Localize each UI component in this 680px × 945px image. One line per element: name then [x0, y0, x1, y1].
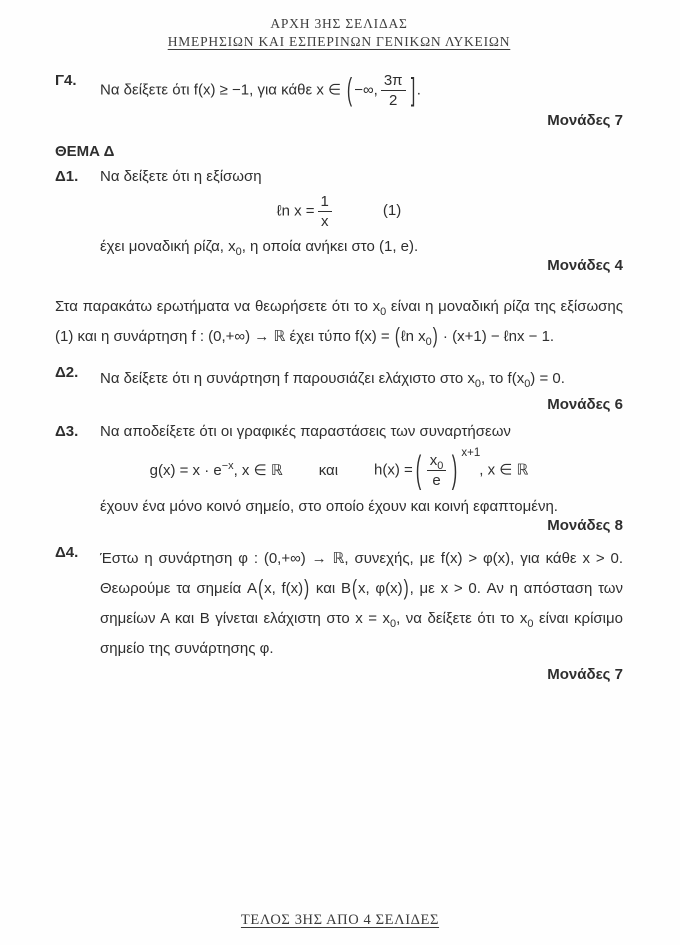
question-g4-text: [100, 72, 623, 110]
exponent: x+1: [461, 446, 481, 459]
points-d1: Μονάδες 4: [547, 257, 623, 274]
question-g4-label: Γ4.: [55, 72, 77, 89]
open-paren: (: [347, 72, 353, 109]
equation-1-lhs: ℓn x =: [276, 202, 315, 220]
theme-d-heading: ΘΕΜΑ Δ: [55, 142, 115, 160]
fraction-numerator: 1: [318, 193, 332, 212]
points-d3: Μονάδες 8: [547, 516, 623, 534]
equation-h-tail: , x ∈ ℝ: [479, 461, 529, 479]
footer-text: ΤΕΛΟΣ 3ΗΣ ΑΠΟ 4 ΣΕΛΙΔΕΣ: [240, 912, 440, 928]
question-d2: [55, 364, 623, 394]
points-g4: Μονάδες 7: [547, 111, 623, 129]
points-d4: Μονάδες 7: [547, 665, 623, 683]
fraction-denominator: e: [432, 472, 441, 490]
d3-tangent-statement: έχουν ένα μόνο κοινό σημείο, στο οποίο έχουν και κοινή εφαπτομένη.: [100, 497, 558, 515]
d1-root-statement: έχει μοναδική ρίζα, $x_0$, η οποία ανήκει στο (1, e).: [100, 238, 419, 258]
equation-separator: και: [318, 461, 339, 479]
question-g4: [55, 72, 623, 110]
question-g4-runs: Να δείξετε ότι f(x) ≥ −1, για κάθε x ∈: [100, 81, 346, 99]
close-bracket: ]: [410, 72, 415, 109]
equation-h-lead: h(x) =: [374, 461, 413, 479]
close-paren: ): [452, 449, 458, 493]
points-d2: Μονάδες 6: [547, 396, 623, 414]
question-d1-text: Να δείξετε ότι η εξίσωση: [100, 167, 262, 185]
equation-1-tag: (1): [382, 202, 402, 220]
fraction-numerator: 3π: [381, 72, 406, 91]
question-d1-label: Δ1.: [55, 167, 79, 185]
period: .: [416, 81, 421, 99]
question-d3: [55, 423, 623, 440]
equation-gh: [55, 446, 623, 493]
fraction-denominator: 2: [389, 92, 398, 110]
equation-g: $g(x) = x \cdot e^{-x}$, x ∈ ℝ: [149, 459, 283, 479]
question-d4: [55, 544, 623, 664]
interval-left: −∞,: [354, 81, 378, 99]
question-d3-label: Δ3.: [55, 423, 79, 441]
question-d2-text: Να δείξετε ότι η συνάρτηση f παρουσιάζει ελάχιστο στο $x_0$, το $f(x_0) = 0$.: [100, 370, 565, 391]
header-line1: ΑΡΧΗ 3ΗΣ ΣΕΛΙΔΑΣ: [270, 16, 408, 31]
question-d3-text: Να αποδείξετε ότι οι γραφικές παραστάσεις των συναρτήσεων: [100, 423, 511, 441]
equation-1: [55, 193, 623, 231]
fraction-1-x: [318, 193, 332, 231]
header-line2: ΗΜΕΡΗΣΙΩΝ ΚΑΙ ΕΣΠΕΡΙΝΩΝ ΓΕΝΙΚΩΝ ΛΥΚΕΙΩΝ: [167, 34, 511, 49]
fraction-denominator: x: [320, 212, 329, 230]
fraction-numerator: $x_0$: [427, 452, 447, 471]
intro-paragraph: Στα παρακάτω ερωτήματα να θεωρήσετε ότι το $x_0$ είναι η μοναδική ρίζα της εξίσωσης (1) και η συνάρτηση f : (0,+∞) → ℝ έχει τύπο f(x) = (ℓn $x_0) \cdot (x+1)$ − ℓnx − 1.: [55, 298, 624, 350]
open-paren: (: [415, 449, 422, 493]
question-d2-label: Δ2.: [55, 364, 79, 382]
fraction-3pi-2: [381, 72, 406, 110]
fraction-x0-e: [427, 452, 447, 490]
question-d4-label: Δ4.: [55, 543, 79, 561]
question-d4-text: Έστω η συνάρτηση φ : (0,+∞) → ℝ, συνεχής, με f(x) > φ(x), για κάθε x > 0. Θεωρούμε τα σημεία A(x, f(x)) και B(x, φ(x)), με x > 0. Αν η απόσταση των σημείων Α και Β γίνεται ελάχιστη στο $x = x_0$, να δείξετε ότι το $x_0$ είναι κρίσιμο σημείο της συνάρτησης φ.: [100, 549, 624, 657]
question-d1: [55, 168, 623, 185]
